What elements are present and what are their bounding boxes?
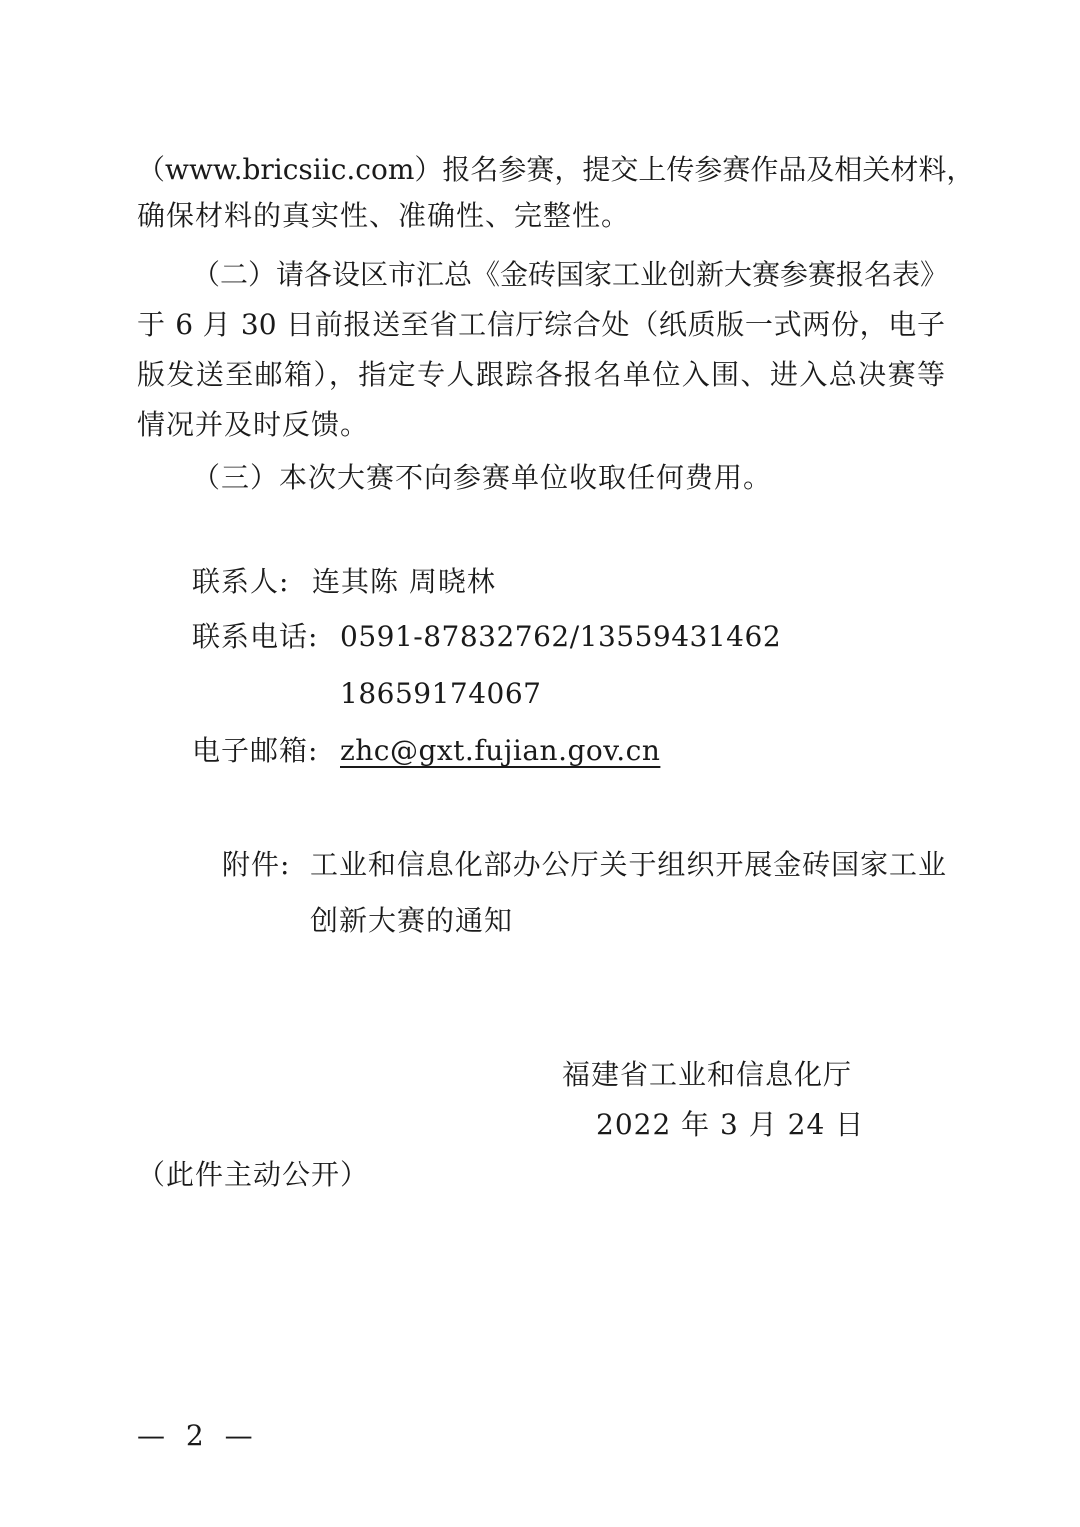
- issuing-organization: 福建省工业和信息化厅: [562, 1058, 853, 1091]
- issue-date: 2022 年 3 月 24 日: [596, 1108, 865, 1141]
- body-line-3: （二）请各设区市汇总《金砖国家工业创新大赛参赛报名表》: [192, 258, 949, 291]
- contact-phone-value-1: 0591-87832762/13559431462: [340, 620, 782, 653]
- disclosure-note: （此件主动公开）: [137, 1158, 370, 1191]
- body-line-6: 情况并及时反馈。: [137, 408, 370, 441]
- contact-phone-value-2: 18659174067: [340, 677, 542, 710]
- body-line-1: （www.bricsiic.com）报名参赛，提交上传参赛作品及相关材料，: [137, 153, 975, 186]
- page-number: — 2 —: [137, 1419, 259, 1452]
- attachment-label: 附件:: [222, 848, 291, 881]
- attachment-title-line-1: 工业和信息化部办公厅关于组织开展金砖国家工业: [310, 848, 946, 881]
- body-line-4: 于 6 月 30 日前报送至省工信厅综合处（纸质版一式两份，电子: [137, 308, 945, 341]
- contact-person-label: 联系人:: [192, 565, 290, 598]
- contact-email-link[interactable]: zhc@gxt.fujian.gov.cn: [340, 734, 661, 767]
- attachment-title-line-2: 创新大赛的通知: [310, 904, 514, 937]
- contact-email-label: 电子邮箱:: [192, 734, 319, 767]
- contact-phone-label: 联系电话:: [192, 620, 319, 653]
- body-line-5: 版发送至邮箱），指定专人跟踪各报名单位入围、进入总决赛等: [137, 358, 945, 391]
- body-line-2: 确保材料的真实性、准确性、完整性。: [137, 199, 631, 232]
- contact-person-value: 连其陈 周晓林: [312, 565, 496, 598]
- body-line-7: （三）本次大赛不向参赛单位收取任何费用。: [192, 461, 773, 494]
